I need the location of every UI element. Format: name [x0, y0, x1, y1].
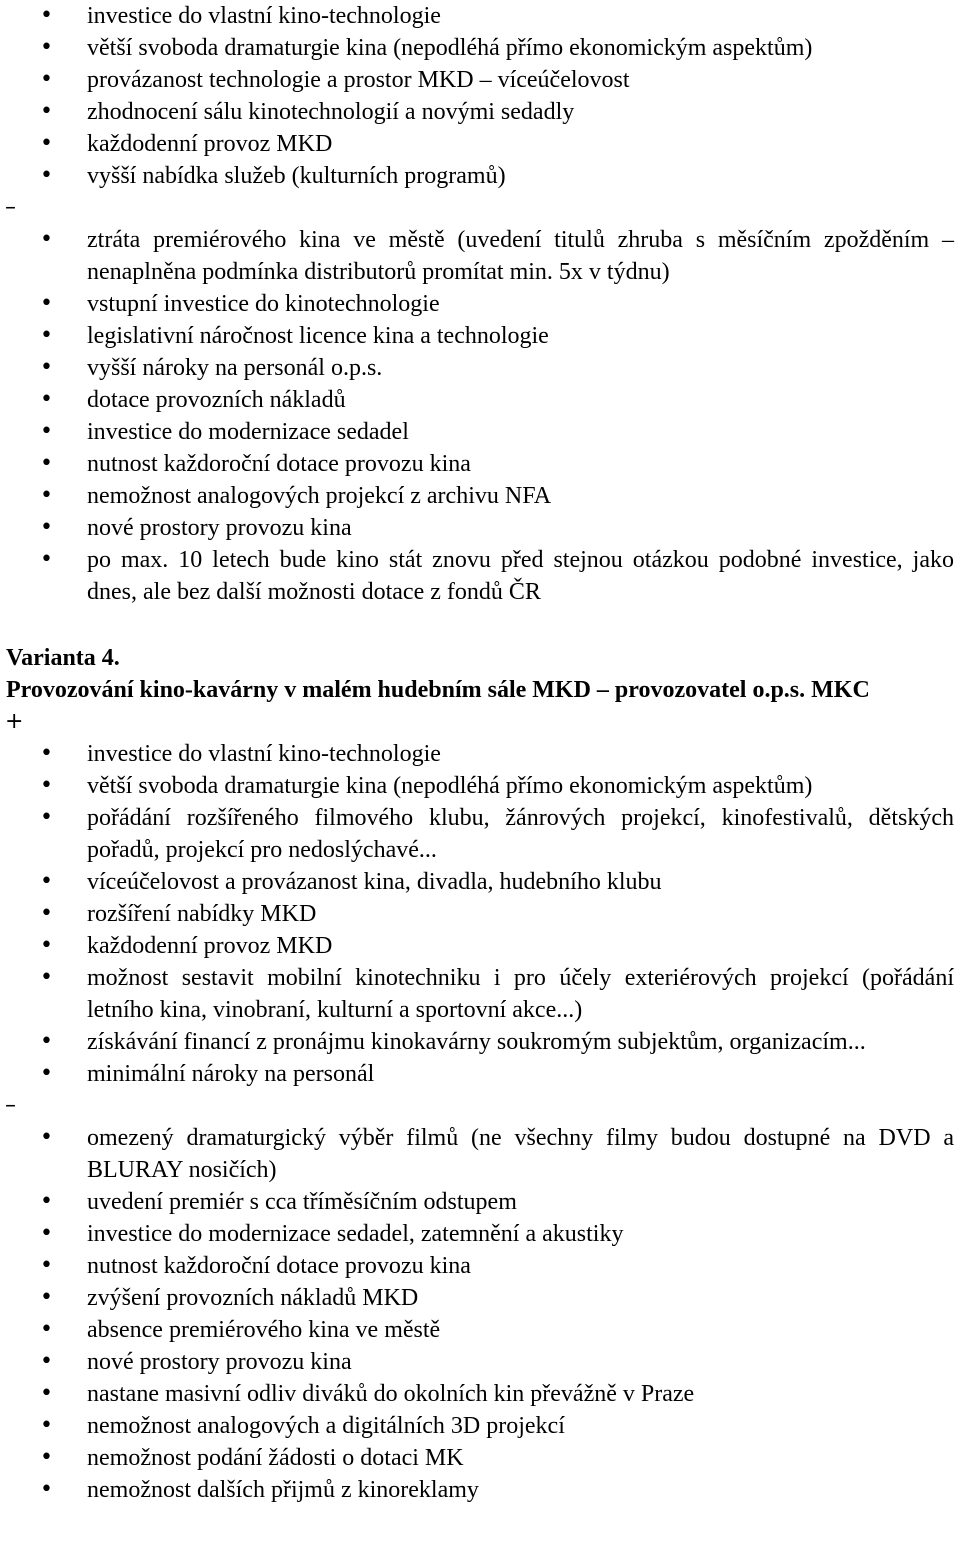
top-cons-list — [0, 224, 960, 608]
variant-pros-list — [0, 738, 960, 1090]
list-item: • větší svoboda dramaturgie kina (nepodléhá přímo ekonomickým aspektům) — [0, 770, 960, 802]
variant-cons-list — [0, 1122, 960, 1506]
list-item: • pořádání rozšířeného filmového klubu, žánrových projekcí, kinofestivalů, dětských pořadů, projekcí pro nedoslýchavé... — [0, 802, 960, 866]
list-item: • investice do vlastní kino-technologie — [0, 0, 960, 32]
list-item: • nemožnost analogových a digitálních 3D projekcí — [0, 1410, 960, 1442]
list-item: • nové prostory provozu kina — [0, 1346, 960, 1378]
list-item: • větší svoboda dramaturgie kina (nepodléhá přímo ekonomickým aspektům) — [0, 32, 960, 64]
list-item: • ztráta premiérového kina ve městě (uvedení titulů zhruba s měsíčním zpožděním – nenaplněna podmínka distributorů promítat min. 5x v týdnu) — [0, 224, 960, 288]
cons-sign: – — [5, 1093, 16, 1118]
list-item: • investice do vlastní kino-technologie — [0, 738, 960, 770]
list-item: • zvýšení provozních nákladů MKD — [0, 1282, 960, 1314]
list-item: • nutnost každoroční dotace provozu kina — [0, 448, 960, 480]
list-item: • absence premiérového kina ve městě — [0, 1314, 960, 1346]
list-item: • po max. 10 letech bude kino stát znovu před stejnou otázkou podobné investice, jako dnes, ale bez další možnosti dotace z fondů ČR — [0, 544, 960, 608]
list-item: • nemožnost dalších přijmů z kinoreklamy — [0, 1474, 960, 1506]
list-item: • uvedení premiér s cca tříměsíčním odstupem — [0, 1186, 960, 1218]
list-item: • vyšší nabídka služeb (kulturních programů) — [0, 160, 960, 192]
list-item: • rozšíření nabídky MKD — [0, 898, 960, 930]
section-spacer — [0, 608, 960, 642]
list-item: • investice do modernizace sedadel, zatemnění a akustiky — [0, 1218, 960, 1250]
list-item: • získávání financí z pronájmu kinokavárny soukromým subjektům, organizacím... — [0, 1026, 960, 1058]
top-pros-list — [0, 0, 960, 192]
list-item: • vstupní investice do kinotechnologie — [0, 288, 960, 320]
list-item: • víceúčelovost a provázanost kina, divadla, hudebního klubu — [0, 866, 960, 898]
list-item: • možnost sestavit mobilní kinotechniku i pro účely exteriérových projekcí (pořádání letního kina, vinobraní, kulturní a sportovní akce...) — [0, 962, 960, 1026]
list-item: • nemožnost podání žádosti o dotaci MK — [0, 1442, 960, 1474]
list-item: • vyšší nároky na personál o.p.s. — [0, 352, 960, 384]
list-item: • každodenní provoz MKD — [0, 128, 960, 160]
list-item: • nastane masivní odliv diváků do okolních kin převážně v Praze — [0, 1378, 960, 1410]
variant-label: Varianta 4. — [6, 645, 120, 671]
list-item: • provázanost technologie a prostor MKD – víceúčelovost — [0, 64, 960, 96]
list-item: • každodenní provoz MKD — [0, 930, 960, 962]
list-item: • nemožnost analogových projekcí z archivu NFA — [0, 480, 960, 512]
list-item: • dotace provozních nákladů — [0, 384, 960, 416]
list-item: • nové prostory provozu kina — [0, 512, 960, 544]
pros-sign: + — [5, 709, 24, 734]
list-item: • minimální nároky na personál — [0, 1058, 960, 1090]
list-item: • zhodnocení sálu kinotechnologií a novými sedadly — [0, 96, 960, 128]
list-item: • nutnost každoroční dotace provozu kina — [0, 1250, 960, 1282]
list-item: • omezený dramaturgický výběr filmů (ne všechny filmy budou dostupné na DVD a BLURAY nosičích) — [0, 1122, 960, 1186]
list-item: • investice do modernizace sedadel — [0, 416, 960, 448]
list-item: • legislativní náročnost licence kina a technologie — [0, 320, 960, 352]
cons-sign: – — [5, 195, 16, 220]
variant-title: Provozování kino-kavárny v malém hudebním sále MKD – provozovatel o.p.s. MKC — [6, 677, 870, 703]
